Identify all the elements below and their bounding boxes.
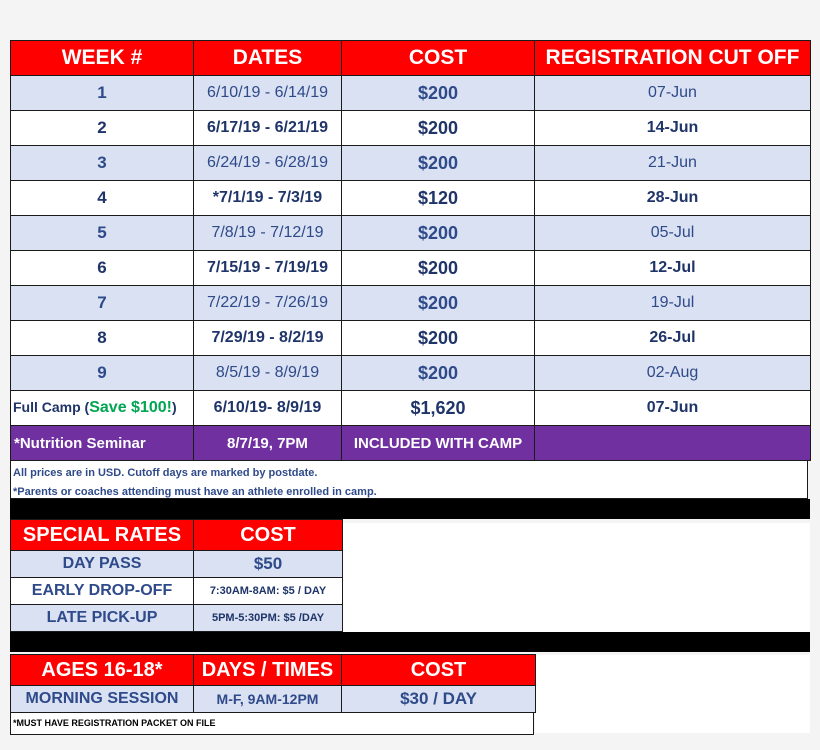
header-dates: DATES: [194, 41, 342, 76]
full-camp-label: [11, 391, 194, 426]
session-name: MORNING SESSION: [11, 686, 194, 713]
divider-bar: [10, 632, 810, 652]
special-rates-table: [10, 519, 343, 632]
header-special-rates: SPECIAL RATES: [11, 520, 194, 551]
dates-cell: 7/22/19 - 7/26/19: [194, 286, 342, 321]
ages-note: *MUST HAVE REGISTRATION PACKET ON FILE: [10, 713, 534, 735]
rate-name: DAY PASS: [11, 551, 194, 578]
schedule-header-row: [11, 41, 811, 76]
cutoff-cell: 26-Jul: [535, 321, 811, 356]
week-cell: 3: [11, 146, 194, 181]
table-row: [11, 216, 811, 251]
header-days-times: DAYS / TIMES: [194, 655, 342, 686]
dates-cell: 8/5/19 - 8/9/19: [194, 356, 342, 391]
week-cell: 8: [11, 321, 194, 356]
table-row: [11, 356, 811, 391]
seminar-date: 8/7/19, 7PM: [194, 426, 342, 461]
cutoff-cell: 14-Jun: [535, 111, 811, 146]
save-badge: Save $100!: [89, 399, 172, 416]
seminar-row: [11, 426, 811, 461]
camp-schedule-sheet: [10, 40, 810, 735]
schedule-notes: [10, 461, 808, 499]
dates-cell: 6/17/19 - 6/21/19: [194, 111, 342, 146]
table-row: [11, 551, 343, 578]
cutoff-cell: 21-Jun: [535, 146, 811, 181]
cutoff-cell: 12-Jul: [535, 251, 811, 286]
rate-name: LATE PICK-UP: [11, 605, 194, 632]
cost-cell: $200: [342, 251, 535, 286]
header-ages-cost: COST: [342, 655, 536, 686]
week-cell: 4: [11, 181, 194, 216]
ages-header-row: [11, 655, 536, 686]
table-row: [11, 181, 811, 216]
schedule-table: [10, 40, 811, 461]
header-cost: COST: [342, 41, 535, 76]
cutoff-cell: 19-Jul: [535, 286, 811, 321]
divider-bar: [10, 499, 810, 519]
dates-cell: *7/1/19 - 7/3/19: [194, 181, 342, 216]
dates-cell: 7/15/19 - 7/19/19: [194, 251, 342, 286]
dates-cell: 7/29/19 - 8/2/19: [194, 321, 342, 356]
rate-name: EARLY DROP-OFF: [11, 578, 194, 605]
header-week: WEEK #: [11, 41, 194, 76]
table-row: [11, 146, 811, 181]
table-row: [11, 686, 536, 713]
cost-cell: $200: [342, 76, 535, 111]
header-special-cost: COST: [194, 520, 343, 551]
cost-cell: $120: [342, 181, 535, 216]
cutoff-cell: 05-Jul: [535, 216, 811, 251]
seminar-cutoff: [535, 426, 811, 461]
table-row: [11, 111, 811, 146]
table-row: [11, 605, 343, 632]
cutoff-cell: 28-Jun: [535, 181, 811, 216]
table-row: [11, 251, 811, 286]
dates-cell: 7/8/19 - 7/12/19: [194, 216, 342, 251]
cost-cell: $200: [342, 216, 535, 251]
dates-cell: 6/24/19 - 6/28/19: [194, 146, 342, 181]
seminar-label: *Nutrition Seminar: [11, 426, 194, 461]
cost-cell: $200: [342, 321, 535, 356]
cost-cell: $200: [342, 146, 535, 181]
cost-cell: $200: [342, 356, 535, 391]
cutoff-cell: 07-Jun: [535, 76, 811, 111]
seminar-cost: INCLUDED WITH CAMP: [342, 426, 535, 461]
header-cutoff: REGISTRATION CUT OFF: [535, 41, 811, 76]
rate-cost: $50: [194, 551, 343, 578]
cost-cell: $200: [342, 111, 535, 146]
full-camp-close: ): [171, 399, 177, 415]
ages-table: [10, 654, 536, 713]
table-row: [11, 286, 811, 321]
rate-cost: 7:30AM-8AM: $5 / DAY: [194, 578, 343, 605]
dates-cell: 6/10/19 - 6/14/19: [194, 76, 342, 111]
week-cell: 2: [11, 111, 194, 146]
table-row: [11, 76, 811, 111]
special-rates-header-row: [11, 520, 343, 551]
full-camp-text: Full Camp (: [13, 399, 90, 415]
week-cell: 1: [11, 76, 194, 111]
cost-cell: $1,620: [342, 391, 535, 426]
cutoff-cell: 02-Aug: [535, 356, 811, 391]
cutoff-cell: 07-Jun: [535, 391, 811, 426]
dates-cell: 6/10/19- 8/9/19: [194, 391, 342, 426]
week-cell: 9: [11, 356, 194, 391]
week-cell: 6: [11, 251, 194, 286]
table-row: [11, 578, 343, 605]
note-line: *Parents or coaches attending must have an athlete enrolled in camp.: [13, 486, 377, 498]
note-line: All prices are in USD. Cutoff days are marked by postdate.: [13, 467, 318, 479]
week-cell: 5: [11, 216, 194, 251]
session-times: M-F, 9AM-12PM: [194, 686, 342, 713]
full-camp-row: [11, 391, 811, 426]
table-row: [11, 321, 811, 356]
cost-cell: $200: [342, 286, 535, 321]
session-cost: $30 / DAY: [342, 686, 536, 713]
rate-cost: 5PM-5:30PM: $5 /DAY: [194, 605, 343, 632]
header-ages: AGES 16-18*: [11, 655, 194, 686]
week-cell: 7: [11, 286, 194, 321]
